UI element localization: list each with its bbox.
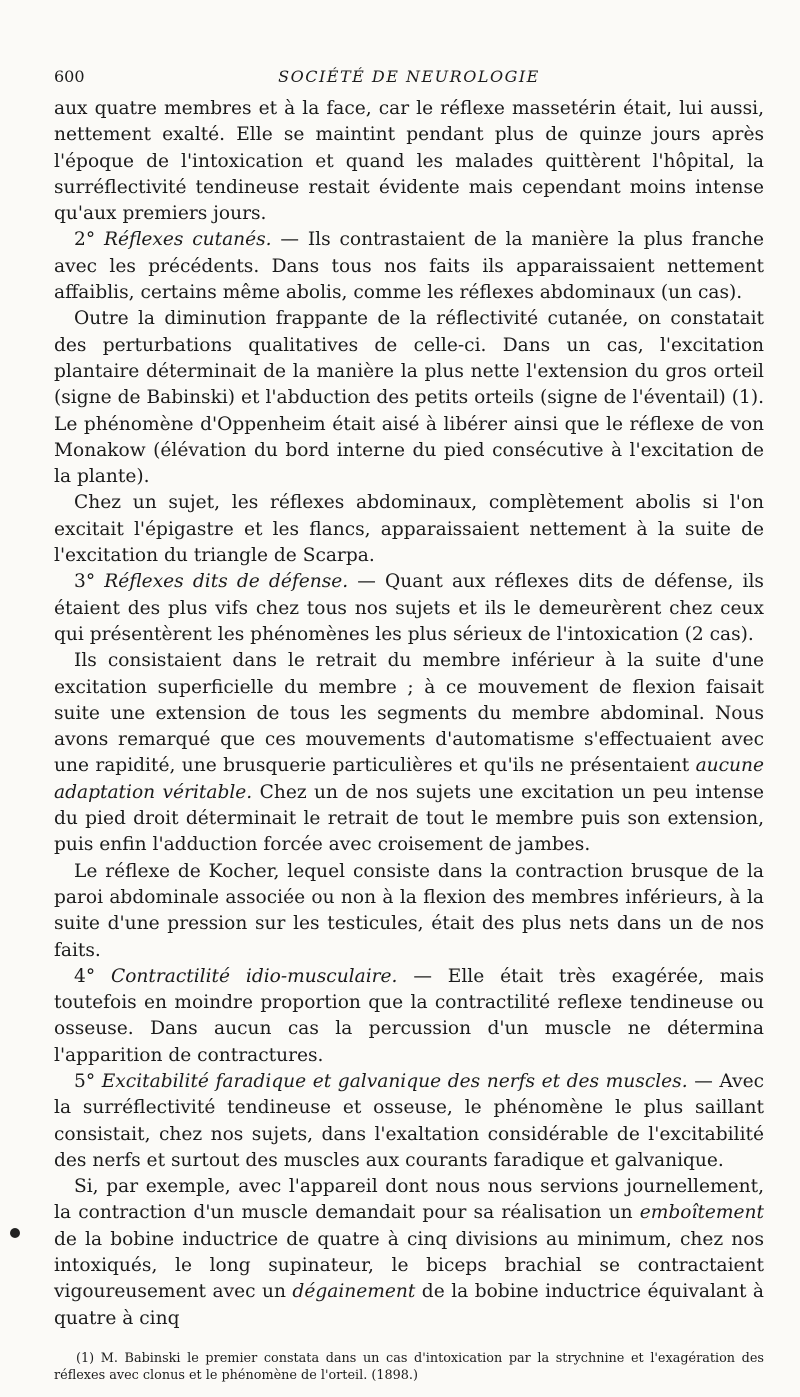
paragraph-text: Le réflexe de Kocher, lequel consiste dans la contraction brusque de la paroi abdominale associée ou non à la flexion des membres inférieurs, à la suite d'une pression sur les testicules, était des plus nets dans un de nos faits. — [54, 860, 764, 961]
paragraph-text-tail-2: de la bobine inductrice équivalant à quatre à cinq — [54, 1281, 764, 1329]
paragraph-6 — [54, 648, 764, 858]
section-number: 5° — [74, 1070, 102, 1092]
section-number: 4° — [74, 965, 111, 987]
paragraph-1 — [54, 96, 764, 227]
emphasis-text: aucune adaptation véritable. — [54, 755, 764, 803]
paragraph-4 — [54, 490, 764, 569]
footnote: (1) M. Babinski le premier constata dans un cas d'intoxication par la strychnine et l'exagération des réflexes avec clonus et le phénomène de l'orteil. (1898.) — [54, 1350, 764, 1383]
paragraph-text: Outre la diminution frappante de la réflectivité cutanée, on constatait des perturbations qualitatives de celle-ci. Dans un cas, l'excitation plantaire déterminait de la manière la plus nette l'extension du gros orteil (signe de Babinski) et l'abduction des petits orteils (signe de l'éventail) (1). Le phénomène d'Oppenheim était aisé à libérer ainsi que le réflexe de von Monakow (élévation du bord interne du pied consécutive à l'excitation de la plante). — [54, 308, 764, 488]
paragraph-7 — [54, 859, 764, 964]
paragraph-text: Si, par exemple, avec l'appareil dont nous nous servions journellement, la contraction d'un muscle demandait pour sa réalisation un — [54, 1176, 764, 1224]
section-title: Réflexes cutanés. — [103, 229, 272, 251]
paragraph-text-tail: Chez un de nos sujets une excitation un peu intense du pied droit déterminait le retrait de tout le membre puis son extension, puis enfin l'adduction forcée avec croisement de jambes. — [54, 781, 764, 856]
section-separator: — — [271, 229, 308, 251]
paragraph-text: Avec la surréflectivité tendineuse et osseuse, le phénomène le plus saillant consistait, chez nos sujets, dans l'exaltation considérable de l'excitabilité des nerfs et surtout des muscles aux courants faradique et galvanique. — [54, 1070, 764, 1171]
paragraph-text: Elle était très exagérée, mais toutefois en moindre proportion que la contractilité reflexe tendineuse ou osseuse. Dans aucun cas la percussion d'un muscle ne détermina l'apparition de contractures. — [54, 965, 764, 1066]
section-title: Contractilité idio-musculaire. — [110, 965, 398, 987]
paragraph-2 — [54, 227, 764, 306]
paragraph-5 — [54, 569, 764, 648]
paragraph-text: Ils contrastaient de la manière la plus franche avec les précédents. Dans tous nos faits ils apparaissaient nettement affaiblis, certains même abolis, comme les réflexes abdominaux (un cas). — [54, 229, 764, 304]
section-number: 2° — [74, 229, 104, 251]
page-number: 600 — [54, 67, 85, 86]
page — [54, 62, 764, 1397]
paragraph-text-tail: de la bobine inductrice de quatre à cinq divisions au minimum, chez nos intoxiqués, le long supinateur, le biceps brachial se contractaient vigoureusement avec un — [54, 1228, 764, 1303]
paragraph-9 — [54, 1069, 764, 1174]
paragraph-10 — [54, 1174, 764, 1332]
section-title: Réflexes dits de défense. — [104, 571, 349, 593]
body-text — [54, 96, 764, 1332]
paragraph-3 — [54, 306, 764, 490]
paragraph-text: Ils consistaient dans le retrait du membre inférieur à la suite d'une excitation superficielle du membre ; à ce mouvement de flexion faisait suite une extension de tous les segments du membre abdominal. Nous avons remarqué que ces mouvements d'automatisme s'effectuaient avec une rapidité, une brusquerie particulières et qu'ils ne présentaient — [54, 650, 764, 777]
emphasis-text-2: dégainement — [292, 1281, 416, 1303]
paragraph-8 — [54, 964, 764, 1069]
section-separator: — — [687, 1070, 720, 1092]
paragraph-text: Quant aux réflexes dits de défense, ils étaient des plus vifs chez tous nos sujets et ils le demeurèrent chez ceux qui présentèrent les phénomènes les plus sérieux de l'intoxication (2 cas). — [54, 571, 764, 645]
paragraph-text: aux quatre membres et à la face, car le réflexe massetérin était, lui aussi, nettement exalté. Elle se maintint pendant plus de quinze jours après l'époque de l'intoxication et quand les malades quittèrent l'hôpital, la surréflectivité tendineuse restait évidente mais cependant moins intense qu'aux premiers jours. — [54, 98, 764, 225]
section-separator: — — [348, 571, 386, 593]
section-title: Excitabilité faradique et galvanique des nerfs et des muscles. — [101, 1070, 688, 1092]
section-number: 3° — [74, 571, 105, 593]
section-separator: — — [397, 965, 448, 987]
running-title: SOCIÉTÉ DE NEUROLOGIE — [278, 67, 540, 86]
emphasis-text: emboîtement — [639, 1202, 765, 1224]
page-header — [54, 62, 764, 92]
margin-dot-icon — [10, 1228, 20, 1238]
paragraph-text: Chez un sujet, les réflexes abdominaux, complètement abolis si l'on excitait l'épigastre et les flancs, apparaissaient nettement à la suite de l'excitation du triangle de Scarpa. — [54, 492, 764, 567]
